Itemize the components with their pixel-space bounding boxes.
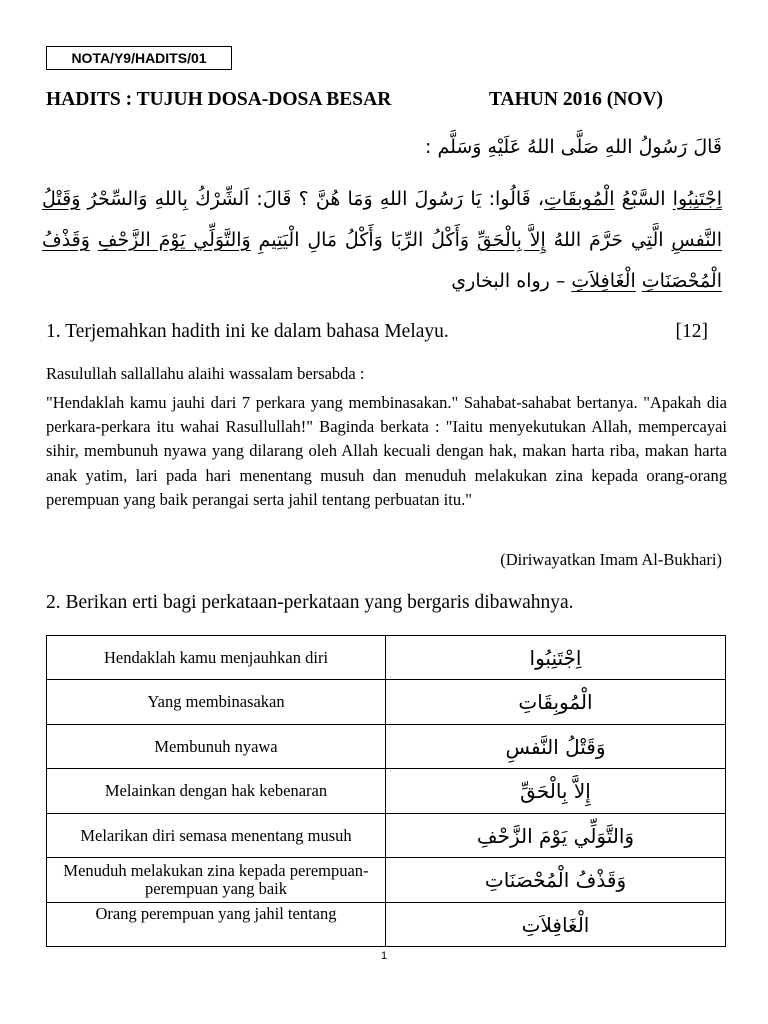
vocab-arabic: وَقَذْفُ الْمُحْصَنَاتِ bbox=[386, 858, 726, 903]
hadith-underlined-word: الْغَافِلاَتِ bbox=[571, 270, 636, 292]
translation-narrator: (Diriwayatkan Imam Al-Bukhari) bbox=[500, 550, 722, 569]
hadith-text: ، قَالُوا: يَا رَسُولَ اللهِ وَمَا هُنَّ ؟ قَالَ: اَلشِّرْكُ بِاللهِ وَالسِّحْرُ bbox=[80, 188, 545, 210]
translation-intro: Rasulullah sallallahu alaihi wassalam bersabda : bbox=[46, 364, 365, 383]
hadith-source: – رواه البخاري bbox=[451, 270, 572, 292]
hadith-underlined-word: النَّفسِ bbox=[671, 229, 722, 251]
vocab-meaning: Melainkan dengan hak kebenaran bbox=[47, 769, 386, 814]
table-row bbox=[47, 636, 726, 680]
vocab-meaning: Membunuh nyawa bbox=[47, 725, 386, 769]
question-1-text: 1. Terjemahkan hadith ini ke dalam bahasa Melayu. bbox=[46, 321, 449, 342]
vocab-arabic: الْغَافِلاَتِ bbox=[386, 903, 726, 947]
table-row bbox=[47, 680, 726, 725]
vocab-meaning: Hendaklah kamu menjauhkan diri bbox=[47, 636, 386, 680]
hadith-text: الَّتِي حَرَّمَ اللهُ bbox=[545, 229, 672, 251]
hadith-text: وَأَكْلُ الرِّبَا وَأَكْلُ مَالِ الْيَتِيمِ bbox=[250, 229, 477, 251]
question-1-marks: [12] bbox=[675, 321, 708, 342]
document-title: HADITS : TUJUH DOSA-DOSA BESAR bbox=[46, 89, 392, 110]
question-1 bbox=[46, 321, 726, 343]
hadith-underlined-word: وَالتَّوَلِّي يَوْمَ الزَّحْفِ bbox=[97, 229, 251, 251]
table-row bbox=[47, 769, 726, 814]
vocab-meaning: Menuduh melakukan zina kepada perempuan-perempuan yang baik bbox=[47, 858, 386, 903]
document-code-box: NOTA/Y9/HADITS/01 bbox=[46, 46, 232, 70]
hadith-underlined-word: اِجْتَنِبُوا bbox=[672, 188, 722, 210]
table-row bbox=[47, 903, 726, 947]
vocab-meaning: Orang perempuan yang jahil tentang bbox=[47, 903, 386, 947]
vocab-meaning: Melarikan diri semasa menentang musuh bbox=[47, 814, 386, 858]
vocabulary-table bbox=[46, 635, 726, 947]
hadith-underlined-word: الْمُوبقَاتِ bbox=[544, 188, 615, 210]
document-year: TAHUN 2016 (NOV) bbox=[489, 89, 664, 110]
hadith-underlined-word: إِلاَّ بِالْحَقِّ bbox=[476, 229, 546, 251]
translation-body: "Hendaklah kamu jauhi dari 7 perkara yang membinasakan." Sahabat-sahabat bertanya. "Apakah dia perkara-perkara itu wahai Rasullullah!" Baginda berkata : "Iaitu menyekutukan Allah, mempercayai sihir, membunuh nyawa yang dilarang oleh Allah kecuali dengan hak, makan harta riba, makan harta anak yatim, lari pada hari menentang musuh dan menuduh melakukan zina kepada orang-orang perempuan yang baik perangai serta jahil tentang perbuatan itu." bbox=[46, 393, 727, 509]
question-2-text: 2. Berikan erti bagi perkataan-perkataan yang bergaris dibawahnya. bbox=[46, 592, 574, 613]
vocab-arabic: الْمُوبِقَاتِ bbox=[386, 680, 726, 725]
table-row bbox=[47, 725, 726, 769]
vocab-arabic: وَالتَّوَلِّي يَوْمَ الزَّحْفِ bbox=[386, 814, 726, 858]
hadith-text bbox=[90, 229, 98, 251]
vocab-meaning: Yang membinasakan bbox=[47, 680, 386, 725]
hadith-line-1 bbox=[42, 188, 722, 210]
table-row bbox=[47, 814, 726, 858]
vocab-arabic: اِجْتَنِبُوا bbox=[386, 636, 726, 680]
vocab-arabic: إِلاَّ بِالْحَقِّ bbox=[386, 769, 726, 814]
hadith-text: السَّبْعُ bbox=[614, 188, 673, 210]
hadith-line-2 bbox=[42, 229, 722, 251]
hadith-underlined-word: وَقَتْلُ bbox=[42, 188, 81, 210]
hadith-intro: قَالَ رَسُولُ اللهِ صَلَّى اللهُ عَلَيْهِ وَسَلَّم : bbox=[425, 136, 722, 158]
hadith-underlined-word: وَقَذْفُ bbox=[42, 229, 90, 251]
vocab-arabic: وَقَتْلُ النَّفسِ bbox=[386, 725, 726, 769]
table-row bbox=[47, 858, 726, 903]
page-number: 1 bbox=[380, 950, 388, 962]
hadith-line-3 bbox=[42, 270, 722, 292]
hadith-underlined-word: الْمُحْصَنَاتِ bbox=[641, 270, 722, 292]
